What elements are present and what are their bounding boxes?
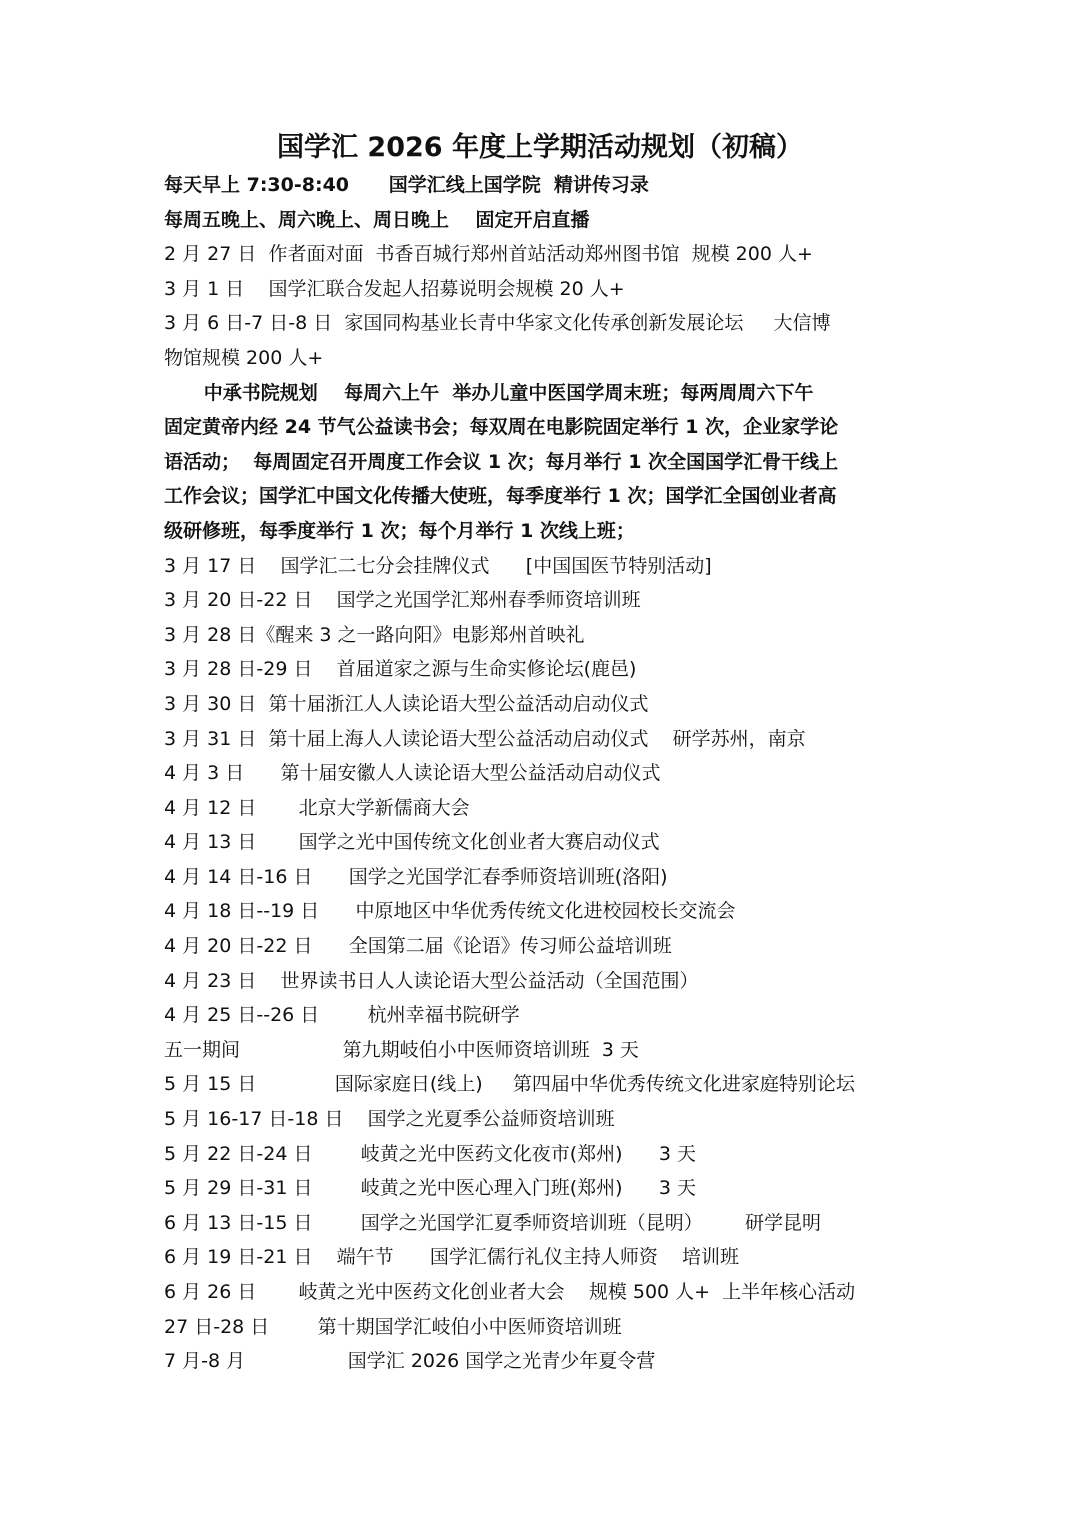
event-line: 6 月 19 日-21 日 端午节 国学汇儒行礼仪主持人师资 培训班 [164, 1246, 740, 1269]
event-line: 5 月 29 日-31 日 岐黄之光中医心理入门班(郑州) 3 天 [164, 1177, 696, 1200]
event-line: 6 月 26 日 岐黄之光中医药文化创业者大会 规模 500 人+ 上半年核心活动 [164, 1281, 856, 1303]
document-body [164, 168, 924, 1379]
event-line: 3 月 28 日-29 日 首届道家之源与生命实修论坛(鹿邑) [164, 658, 637, 681]
event-line: 3 月 1 日 国学汇联合发起人招募说明会规模 20 人+ [164, 277, 625, 300]
event-line: 3 月 17 日 国学汇二七分会挂牌仪式 [中国国医节特别活动] [164, 554, 712, 577]
event-line: 4 月 23 日 世界读书日人人读论语大型公益活动（全国范围） [164, 969, 699, 992]
event-line: 2 月 27 日 作者面对面 书香百城行郑州首站活动郑州图书馆 规模 200 人+ [164, 243, 813, 266]
event-line: 4 月 18 日--19 日 中原地区中华优秀传统文化进校园校长交流会 [164, 900, 736, 923]
zhongcheng-plan-paragraph [164, 376, 924, 549]
document-title: 国学汇 2026 年度上学期活动规划（初稿） [277, 132, 803, 163]
event-line: 5 月 22 日-24 日 岐黄之光中医药文化夜市(郑州) 3 天 [164, 1142, 696, 1165]
event-line: 7 月-8 月 国学汇 2026 国学之光青少年夏令营 [164, 1350, 656, 1373]
event-line: 4 月 13 日 国学之光中国传统文化创业者大赛启动仪式 [164, 831, 660, 854]
header-line-daily: 每天早上 7:30-8:40 国学汇线上国学院 精讲传习录 [164, 174, 649, 196]
paragraph-line: 级研修班，每季度举行 1 次；每个月举行 1 次线上班； [164, 519, 635, 542]
event-line: 3 月 30 日 第十届浙江人人读论语大型公益活动启动仪式 [164, 692, 649, 715]
event-line: 27 日-28 日 第十期国学汇岐伯小中医师资培训班 [164, 1315, 622, 1338]
header-line-weekly: 每周五晚上、周六晚上、周日晚上 固定开启直播 [164, 208, 590, 231]
event-line: 5 月 16-17 日-18 日 国学之光夏季公益师资培训班 [164, 1108, 615, 1131]
event-line: 物馆规模 200 人+ [164, 346, 324, 369]
event-line: 4 月 12 日 北京大学新儒商大会 [164, 796, 470, 819]
event-line: 3 月 31 日 第十届上海人人读论语大型公益活动启动仪式 研学苏州，南京 [164, 727, 806, 750]
event-line: 3 月 20 日-22 日 国学之光国学汇郑州春季师资培训班 [164, 589, 641, 612]
event-line: 4 月 25 日--26 日 杭州幸福书院研学 [164, 1004, 520, 1027]
paragraph-line: 语活动； 每周固定召开周度工作会议 1 次；每月举行 1 次全国国学汇骨干线上 [164, 450, 839, 473]
event-line: 4 月 14 日-16 日 国学之光国学汇春季师资培训班(洛阳) [164, 865, 668, 888]
event-line: 4 月 3 日 第十届安徽人人读论语大型公益活动启动仪式 [164, 762, 661, 785]
event-line: 5 月 15 日 国际家庭日(线上) 第四届中华优秀传统文化进家庭特别论坛 [164, 1073, 855, 1096]
event-line: 6 月 13 日-15 日 国学之光国学汇夏季师资培训班（昆明） 研学昆明 [164, 1211, 822, 1234]
event-line: 4 月 20 日-22 日 全国第二届《论语》传习师公益培训班 [164, 935, 672, 958]
paragraph-line: 工作会议；国学汇中国文化传播大使班，每季度举行 1 次；国学汇全国创业者高 [164, 485, 837, 508]
event-line: 3 月 28 日《醒来 3 之一路向阳》电影郑州首映礼 [164, 623, 585, 646]
event-line: 3 月 6 日-7 日-8 日 家国同构基业长青中华家文化传承创新发展论坛 大信博 [164, 312, 831, 335]
event-line: 五一期间 第九期岐伯小中医师资培训班 3 天 [164, 1038, 639, 1061]
paragraph-line: 中承书院规划 每周六上午 举办儿童中医国学周末班；每两周周六下午 [164, 381, 814, 404]
paragraph-line: 固定黄帝内经 24 节气公益读书会；每双周在电影院固定举行 1 次，企业家学论 [164, 416, 839, 439]
